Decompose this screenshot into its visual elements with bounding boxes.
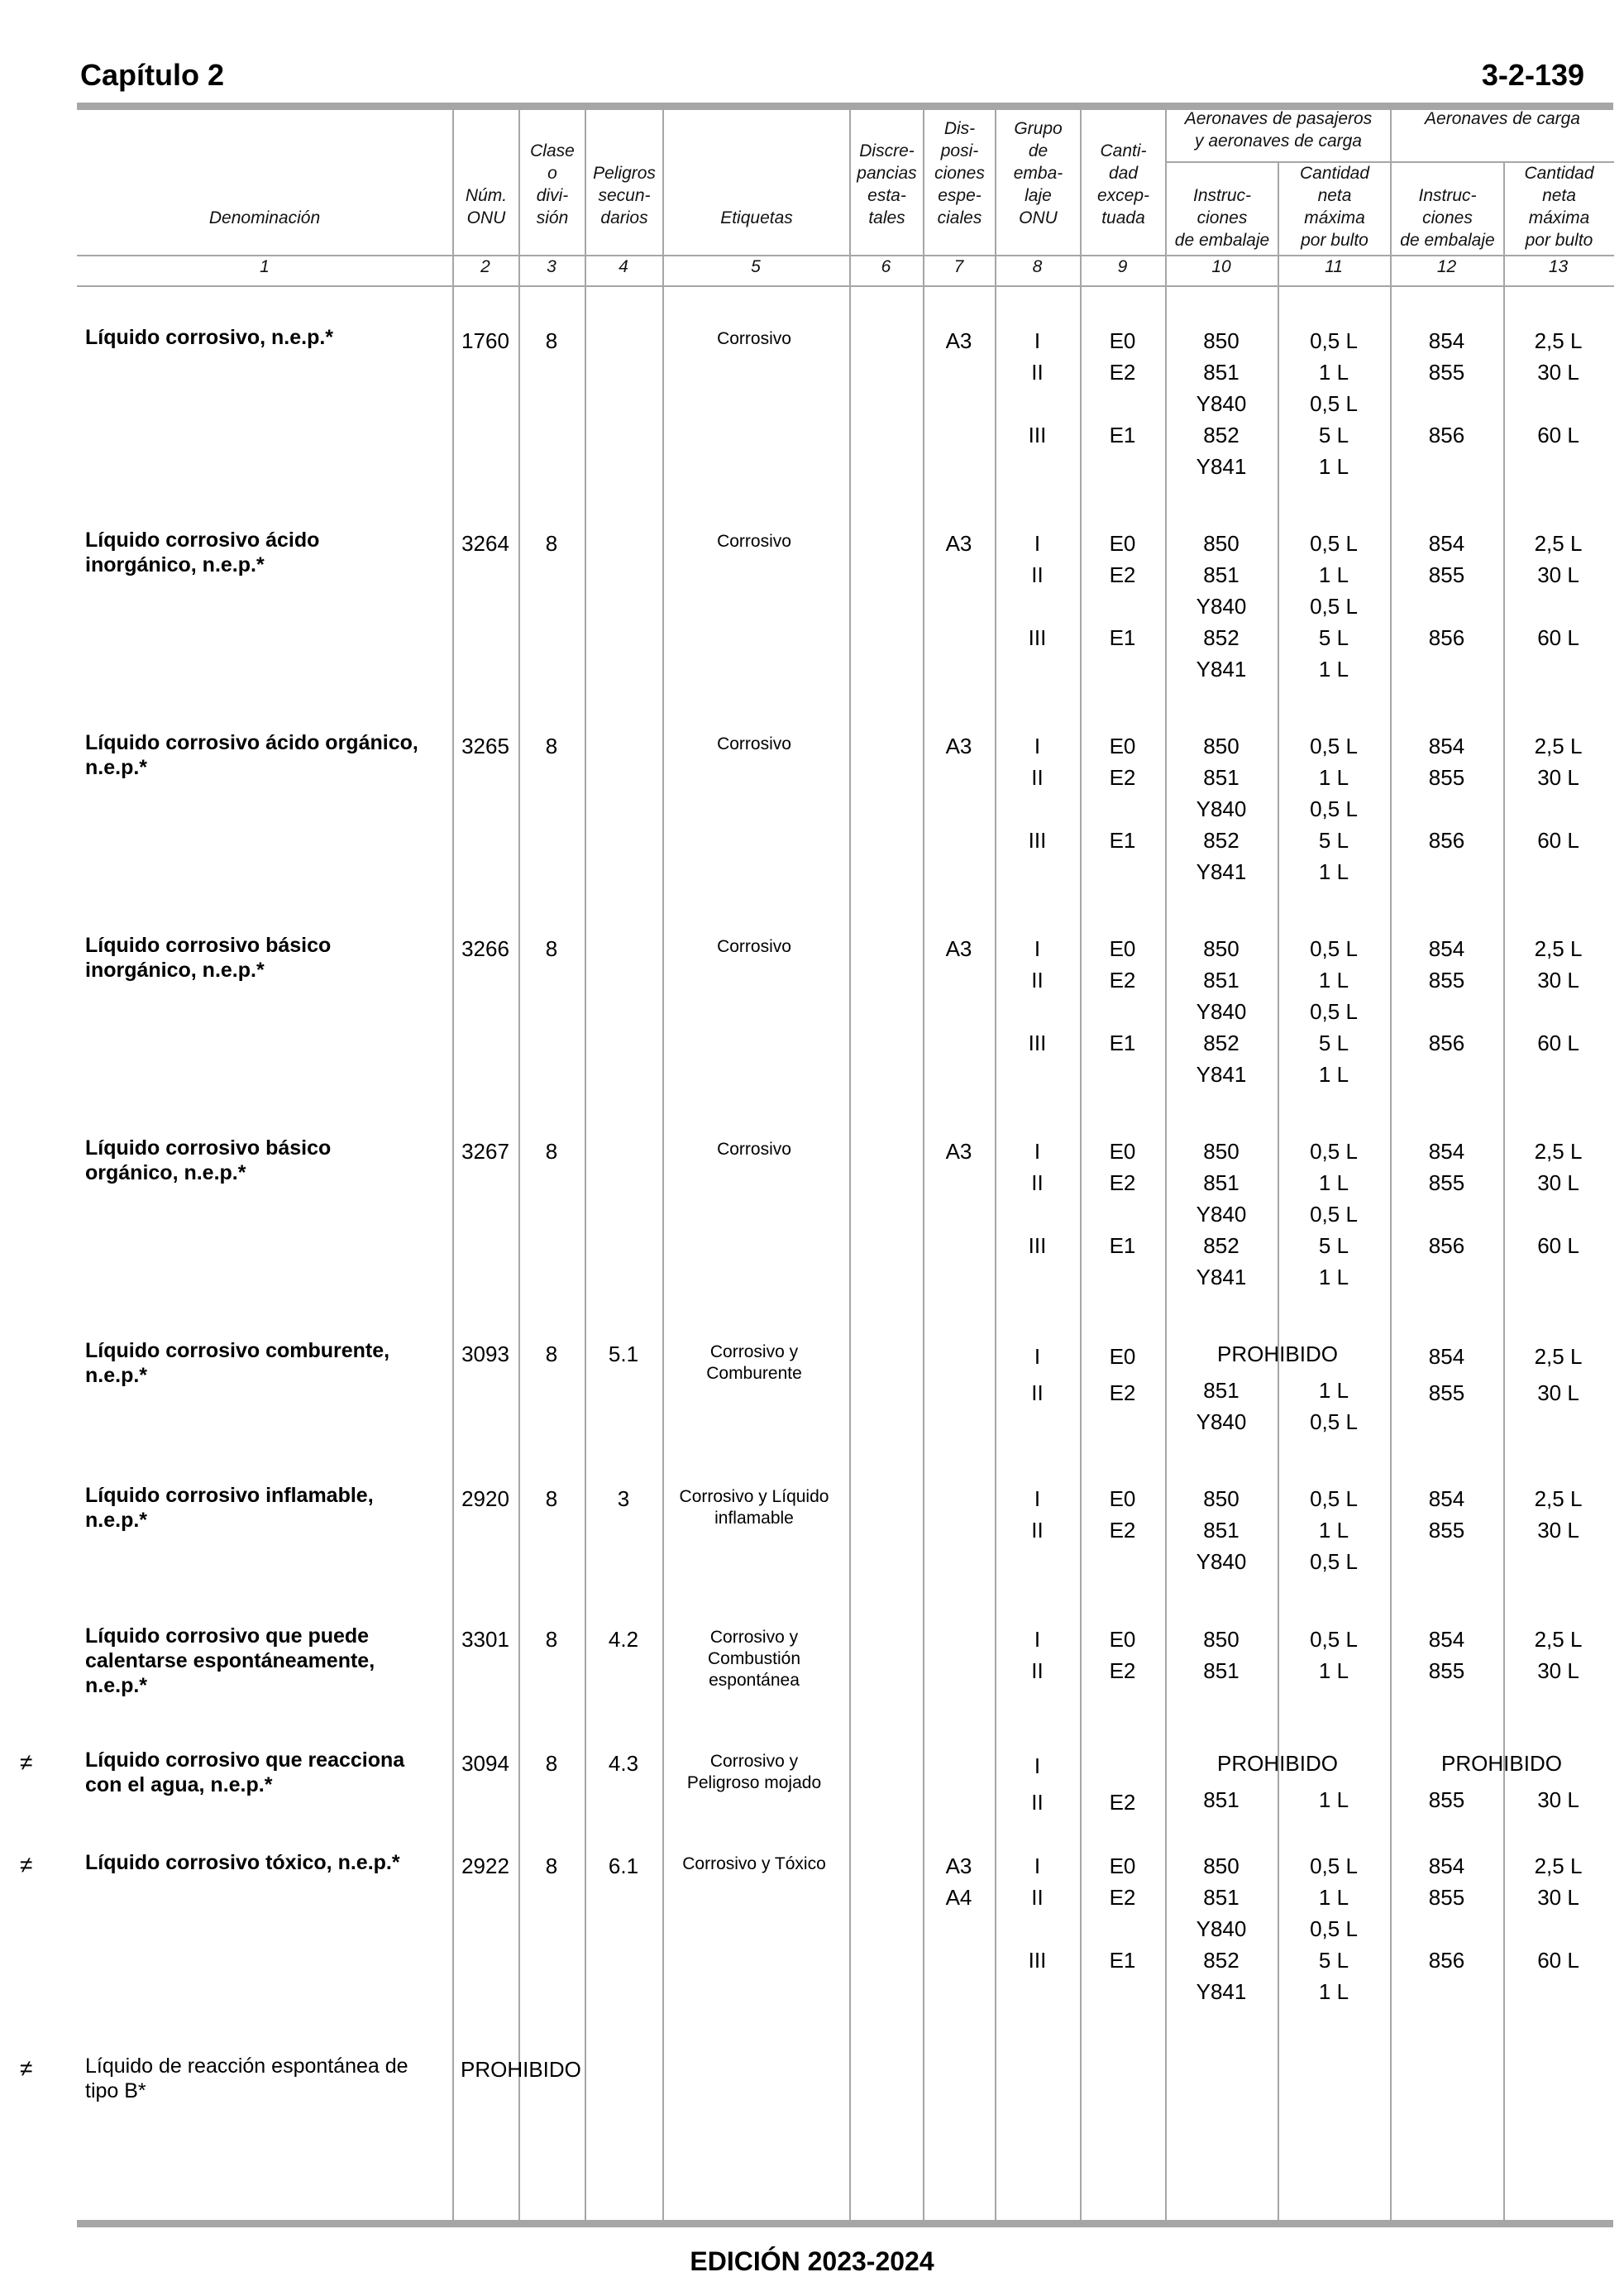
entry-name: Líquido corrosivo inflamable, n.e.p.*	[85, 1484, 374, 1532]
packing-group: I II III	[1028, 1139, 1047, 1258]
hazard-class: 8	[545, 531, 558, 556]
hazard-class: 8	[545, 1627, 558, 1652]
secondary-hazard: 4.2	[608, 1627, 639, 1652]
un-number: 3094	[461, 1751, 509, 1776]
max-quantity-pax: 0,5 L 1 L 0,5 L 5 L 1 L	[1310, 936, 1358, 1087]
secondary-hazard: 6.1	[608, 1854, 639, 1878]
column-number: 6	[881, 257, 891, 276]
change-mark: ≠	[20, 2055, 33, 2081]
packing-instruction-cargo: 854 855 856	[1428, 734, 1465, 853]
change-mark: ≠	[20, 1852, 33, 1877]
packing-group: I II	[1031, 1627, 1044, 1683]
max-quantity-cargo: 2,5 L 30 L	[1534, 1627, 1583, 1683]
packing-instruction-cargo: 854 855 856	[1428, 328, 1465, 447]
header-instrucciones-cargo: Instruc- ciones de embalaje	[1400, 186, 1495, 250]
header-cantidad-cargo: Cantidad neta máxima por bulto	[1524, 164, 1594, 250]
bottom-rule	[77, 2220, 1613, 2227]
packing-group: I II III	[1028, 531, 1047, 650]
max-quantity-cargo: 30 L	[1537, 1787, 1579, 1812]
chapter-title: Capítulo 2	[80, 58, 225, 92]
packing-instruction-pax: 850 851 Y840 852 Y841	[1196, 1854, 1247, 2004]
hazard-class: 8	[545, 328, 558, 353]
excepted-quantity: E0 E2 E1	[1109, 1854, 1136, 1973]
column-number: 3	[547, 257, 556, 276]
column-number: 1	[260, 257, 270, 276]
entry-name: Líquido corrosivo comburente, n.e.p.*	[85, 1339, 390, 1387]
column-number: 11	[1325, 257, 1343, 276]
un-number: 2920	[461, 1486, 509, 1511]
packing-instruction-pax: 850 851 Y840 852 Y841	[1196, 531, 1247, 682]
hazard-labels: Corrosivo y Combustión espontánea	[707, 1628, 801, 1690]
max-quantity-cargo: 2,5 L 30 L 60 L	[1534, 1854, 1583, 1973]
secondary-hazard: 4.3	[608, 1751, 639, 1776]
entry-name: Líquido de reacción espontánea de tipo B*	[85, 2054, 408, 2102]
max-quantity-cargo: 2,5 L 30 L 60 L	[1534, 936, 1583, 1055]
special-provisions: A3	[945, 328, 972, 353]
un-number: 3301	[461, 1627, 509, 1652]
column-number: 9	[1117, 257, 1128, 276]
header-num-onu: Núm. ONU	[465, 186, 508, 227]
excepted-quantity: E0 E2	[1109, 1627, 1136, 1683]
header-cantidad-exceptuada: Canti- dad excep- tuada	[1096, 141, 1150, 227]
hazard-class: 8	[545, 1139, 558, 1164]
max-quantity-pax: 1 L	[1318, 1787, 1349, 1812]
hazard-class: 8	[545, 734, 558, 758]
packing-instruction-cargo: 854 855 856	[1428, 1139, 1465, 1258]
excepted-quantity: E0 E2 E1	[1109, 936, 1136, 1055]
packing-instruction-cargo: 854 855	[1428, 1627, 1465, 1683]
hazard-labels: Corrosivo	[717, 937, 791, 956]
hazard-class: 8	[545, 1342, 558, 1366]
max-quantity-cargo: 2,5 L 30 L 60 L	[1534, 734, 1583, 853]
header-instrucciones-pax: Instruc- ciones de embalaje	[1174, 186, 1270, 250]
max-quantity-pax: 0,5 L 1 L 0,5 L 5 L 1 L	[1310, 734, 1358, 884]
max-quantity-pax: 0,5 L 1 L	[1310, 1627, 1358, 1683]
packing-instruction-pax: 850 851 Y840	[1196, 1486, 1247, 1574]
hazard-labels: Corrosivo y Tóxico	[682, 1854, 826, 1873]
packing-instruction-pax: 850 851 Y840 852 Y841	[1196, 936, 1247, 1087]
column-number: 7	[953, 257, 964, 276]
un-number: 3266	[461, 936, 509, 961]
max-quantity-pax: 0,5 L 1 L 0,5 L 5 L 1 L	[1310, 1139, 1358, 1289]
prohibited-pax: PROHIBIDO	[1217, 1342, 1338, 1366]
column-number: 4	[619, 257, 628, 276]
header-group-cargo: Aeronaves de carga	[1425, 109, 1580, 128]
prohibited-cargo: PROHIBIDO	[1441, 1751, 1562, 1776]
column-number: 5	[751, 257, 761, 276]
entry-name: Líquido corrosivo ácido inorgánico, n.e.p.*	[85, 529, 320, 576]
max-quantity-cargo: 2,5 L 30 L	[1534, 1344, 1583, 1405]
prohibited-pax: PROHIBIDO	[1217, 1751, 1338, 1776]
max-quantity-cargo: 2,5 L 30 L	[1534, 1486, 1583, 1543]
packing-group: I II III	[1028, 328, 1047, 447]
packing-group: I II	[1031, 1344, 1044, 1405]
max-quantity-cargo: 2,5 L 30 L 60 L	[1534, 328, 1583, 447]
hazard-class: 8	[545, 1751, 558, 1776]
column-number: 12	[1436, 257, 1457, 276]
page-number: 3-2-139	[1481, 58, 1584, 92]
packing-instruction-pax: 850 851 Y840 852 Y841	[1196, 1139, 1247, 1289]
excepted-quantity: E0 E2	[1109, 1344, 1136, 1405]
entry-name: Líquido corrosivo ácido orgánico, n.e.p.*	[85, 731, 418, 779]
max-quantity-pax: 0,5 L 1 L 0,5 L 5 L 1 L	[1310, 1854, 1358, 2004]
excepted-quantity: E0 E2 E1	[1109, 734, 1136, 853]
un-number: 2922	[461, 1854, 509, 1878]
hazard-labels: Corrosivo	[717, 1140, 791, 1159]
change-mark: ≠	[20, 1749, 33, 1775]
special-provisions: A3	[945, 1139, 972, 1164]
entry-name: Líquido corrosivo, n.e.p.*	[85, 326, 334, 349]
packing-instruction-pax: 851	[1203, 1787, 1239, 1812]
packing-instruction-cargo: 854 855 856	[1428, 1854, 1465, 1973]
max-quantity-pax: 1 L 0,5 L	[1310, 1378, 1358, 1434]
max-quantity-pax: 0,5 L 1 L 0,5 L 5 L 1 L	[1310, 328, 1358, 479]
packing-instruction-cargo: 855	[1428, 1787, 1465, 1812]
entry-name: Líquido corrosivo básico orgánico, n.e.p.*	[85, 1136, 332, 1184]
hazard-labels: Corrosivo	[717, 329, 791, 348]
un-number: 3265	[461, 734, 509, 758]
special-provisions: A3	[945, 734, 972, 758]
header-disposiciones: Dis- posi- ciones espe- ciales	[934, 119, 985, 227]
secondary-hazard: 3	[617, 1486, 630, 1511]
max-quantity-pax: 0,5 L 1 L 0,5 L	[1310, 1486, 1358, 1574]
hazard-class: 8	[545, 1486, 558, 1511]
packing-instruction-pax: 850 851	[1203, 1627, 1239, 1683]
hazard-labels: Corrosivo	[717, 734, 791, 753]
special-provisions: A3	[945, 936, 972, 961]
max-quantity-cargo: 2,5 L 30 L 60 L	[1534, 1139, 1583, 1258]
entry-name: Líquido corrosivo básico inorgánico, n.e.p.*	[85, 934, 332, 982]
excepted-quantity: E0 E2	[1109, 1486, 1136, 1543]
excepted-quantity: E0 E2 E1	[1109, 328, 1136, 447]
excepted-quantity: E0 E2 E1	[1109, 1139, 1136, 1258]
packing-instruction-cargo: 854 855	[1428, 1486, 1465, 1543]
edition-footer: EDICIÓN 2023-2024	[690, 2246, 934, 2276]
max-quantity-cargo: 2,5 L 30 L 60 L	[1534, 531, 1583, 650]
header-grupo-embalaje: Grupo de emba- laje ONU	[1013, 119, 1063, 227]
column-number: 10	[1211, 257, 1231, 276]
packing-instruction-pax: 850 851 Y840 852 Y841	[1196, 328, 1247, 479]
header-peligros: Peligros secun- darios	[593, 164, 656, 227]
special-provisions: A3	[945, 531, 972, 556]
header-etiquetas: Etiquetas	[720, 208, 793, 227]
packing-instruction-cargo: 854 855 856	[1428, 531, 1465, 650]
header-discrepancias: Discre- pancias esta- tales	[857, 141, 917, 227]
un-number: 1760	[461, 328, 509, 353]
hazard-class: 8	[545, 936, 558, 961]
packing-group: I II III	[1028, 734, 1047, 853]
un-number: 3264	[461, 531, 509, 556]
packing-group: I II	[1031, 1486, 1044, 1543]
column-number: 8	[1032, 257, 1043, 276]
un-number: 3267	[461, 1139, 509, 1164]
packing-instruction-pax: 851 Y840	[1196, 1378, 1247, 1434]
header-denominacion: Denominación	[208, 208, 321, 227]
max-quantity-pax: 0,5 L 1 L 0,5 L 5 L 1 L	[1310, 531, 1358, 682]
header-group-passenger: Aeronaves de pasajeros y aeronaves de carga	[1184, 109, 1373, 151]
packing-instruction-cargo: 854 855 856	[1428, 936, 1465, 1055]
hazard-class: 8	[545, 1854, 558, 1878]
packing-group: I II III	[1028, 936, 1047, 1055]
hazard-labels: Corrosivo y Peligroso mojado	[686, 1752, 822, 1792]
entry-name: Líquido corrosivo tóxico, n.e.p.*	[85, 1851, 400, 1874]
entry-name: Líquido corrosivo que puede calentarse espontáneamente, n.e.p.*	[85, 1624, 375, 1697]
secondary-hazard: 5.1	[608, 1342, 639, 1366]
packing-instruction-cargo: 854 855	[1428, 1344, 1465, 1405]
packing-group: I II	[1031, 1753, 1044, 1815]
prohibited-entry: PROHIBIDO	[461, 2057, 581, 2082]
packing-instruction-pax: 850 851 Y840 852 Y841	[1196, 734, 1247, 884]
entry-name: Líquido corrosivo que reacciona con el agua, n.e.p.*	[85, 1748, 405, 1796]
hazard-labels: Corrosivo y Líquido inflamable	[679, 1487, 829, 1528]
header-cantidad-pax: Cantidad neta máxima por bulto	[1299, 164, 1370, 250]
packing-group: I II III	[1028, 1854, 1047, 1973]
column-number: 13	[1548, 257, 1569, 276]
column-number: 2	[480, 257, 490, 276]
un-number: 3093	[461, 1342, 509, 1366]
header-clase: Clase o divi- sión	[530, 141, 575, 227]
special-provisions: A3 A4	[945, 1854, 972, 1910]
excepted-quantity: E0 E2 E1	[1109, 531, 1136, 650]
excepted-quantity: E2	[1109, 1790, 1136, 1815]
hazard-labels: Corrosivo	[717, 532, 791, 551]
hazard-labels: Corrosivo y Comburente	[706, 1342, 802, 1383]
